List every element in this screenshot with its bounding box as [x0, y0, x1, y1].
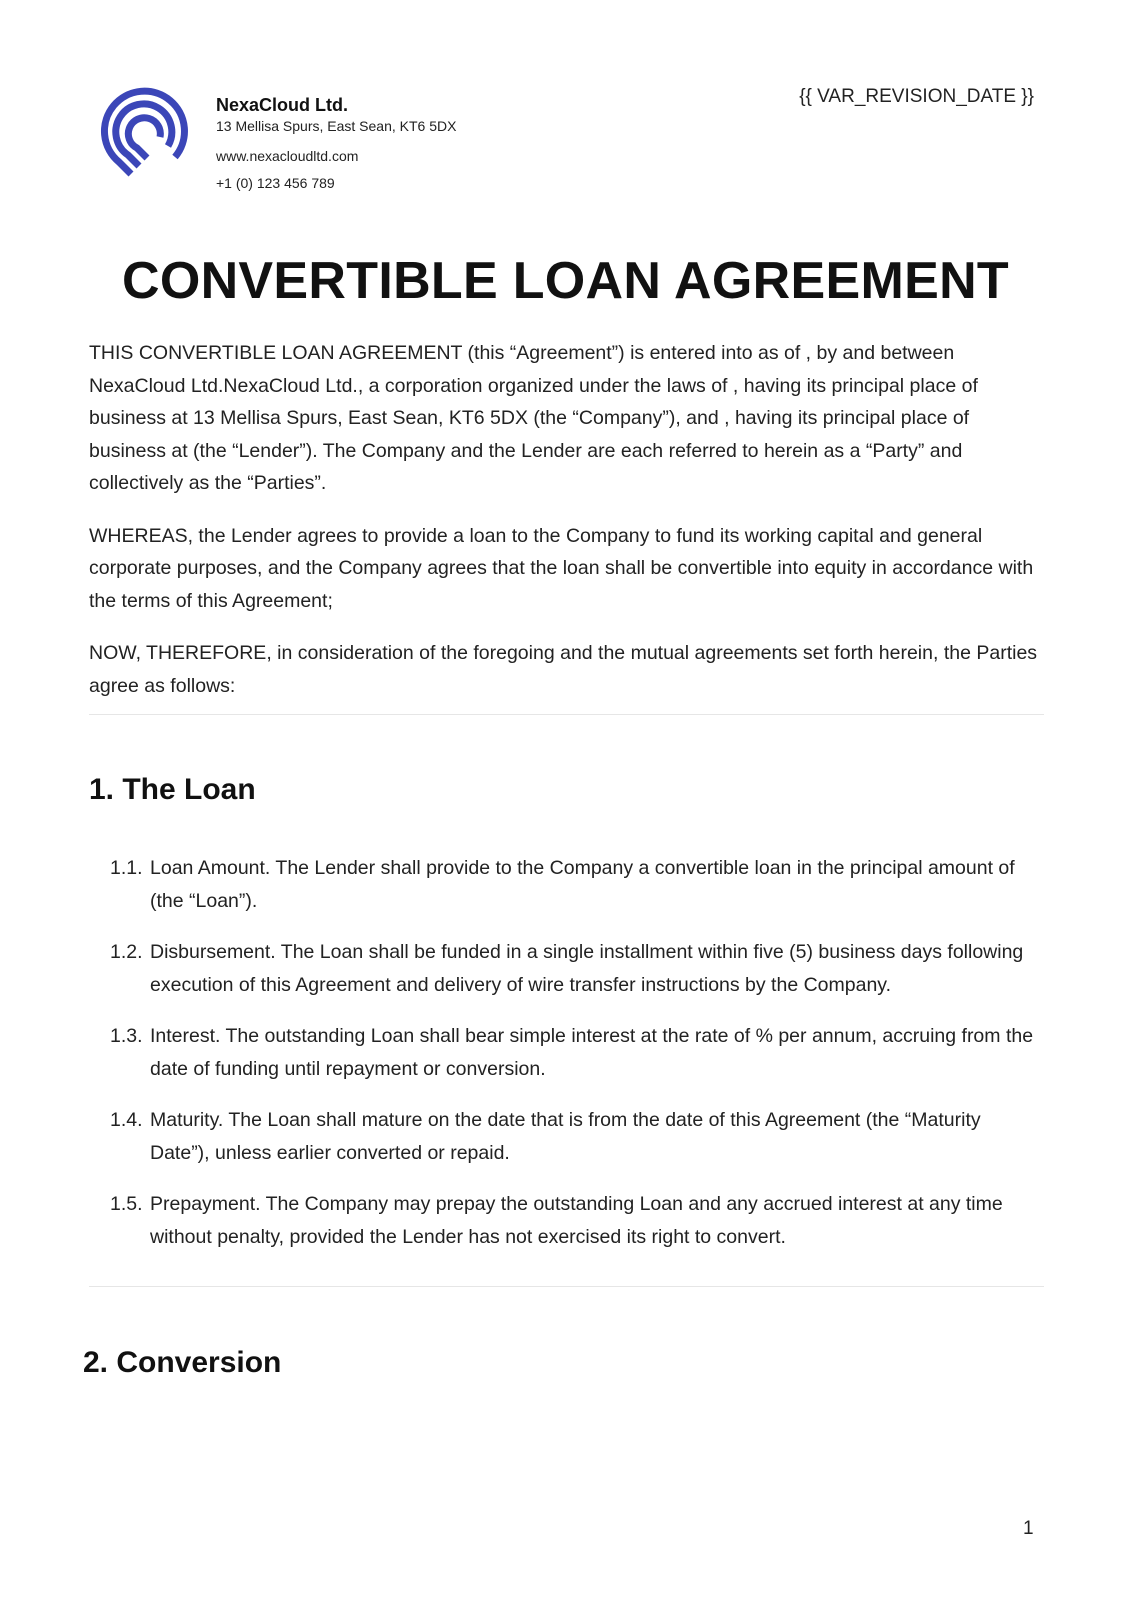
item-number: 1.4.: [110, 1109, 143, 1131]
list-item: [89, 1104, 1044, 1169]
intro-section: [89, 337, 1044, 722]
section-divider: [89, 1286, 1044, 1287]
section-heading-conversion: 2. Conversion: [83, 1346, 282, 1379]
company-block: [216, 94, 456, 192]
item-number: 1.3.: [110, 1025, 143, 1047]
item-text: Maturity. The Loan shall mature on the date that is from the date of this Agreement (the “Maturity Date”), unless earlier converted or repaid.: [150, 1109, 981, 1164]
list-item: [89, 852, 1044, 917]
item-text: Prepayment. The Company may prepay the outstanding Loan and any accrued interest at any time without penalty, provided the Lender has not exercised its right to convert.: [150, 1193, 1003, 1248]
item-text: Loan Amount. The Lender shall provide to the Company a convertible loan in the principal amount of (the “Loan”).: [150, 857, 1015, 912]
company-website: www.nexacloudltd.com: [216, 148, 359, 164]
list-item: [89, 936, 1044, 1001]
revision-date: {{ VAR_REVISION_DATE }}: [799, 86, 1034, 107]
section-loan-items: [89, 852, 1044, 1272]
company-phone: +1 (0) 123 456 789: [216, 175, 335, 191]
item-text: Interest. The outstanding Loan shall bear simple interest at the rate of % per annum, accruing from the date of funding until repayment or conversion.: [150, 1025, 1034, 1080]
item-number: 1.5.: [110, 1193, 143, 1215]
intro-paragraph: THIS CONVERTIBLE LOAN AGREEMENT (this “Agreement”) is entered into as of , by and between NexaCloud Ltd.NexaCloud Ltd., a corporation organized under the laws of , having its principal place of business at 13 Mellisa Spurs, East Sean, KT6 5DX (the “Company”), and , having its principal place of business at (the “Lender”). The Company and the Lender are each referred to herein as a “Party” and collectively as the “Parties”.: [89, 342, 978, 494]
item-number: 1.1.: [110, 857, 143, 879]
company-address: 13 Mellisa Spurs, East Sean, KT6 5DX: [216, 118, 457, 134]
page-number: 1: [1023, 1518, 1034, 1539]
item-text: Disbursement. The Loan shall be funded in a single installment within five (5) business days following execution of this Agreement and delivery of wire transfer instructions by the Company.: [150, 941, 1024, 996]
whereas-paragraph: WHEREAS, the Lender agrees to provide a loan to the Company to fund its working capital and general corporate purposes, and the Company agrees that the loan shall be convertible into equity in accordance with the terms of this Agreement;: [89, 524, 1034, 612]
document-title: CONVERTIBLE LOAN AGREEMENT: [121, 252, 1009, 310]
company-name: NexaCloud Ltd.: [216, 95, 349, 115]
nexacloud-logo-icon: [99, 79, 193, 179]
section-divider: [89, 714, 1044, 715]
list-item: [89, 1020, 1044, 1085]
item-number: 1.2.: [110, 941, 143, 963]
section-heading-loan: 1. The Loan: [89, 773, 256, 806]
therefore-paragraph: NOW, THEREFORE, in consideration of the foregoing and the mutual agreements set forth herein, the Parties agree as follows:: [89, 642, 1038, 697]
list-item: [89, 1188, 1044, 1253]
